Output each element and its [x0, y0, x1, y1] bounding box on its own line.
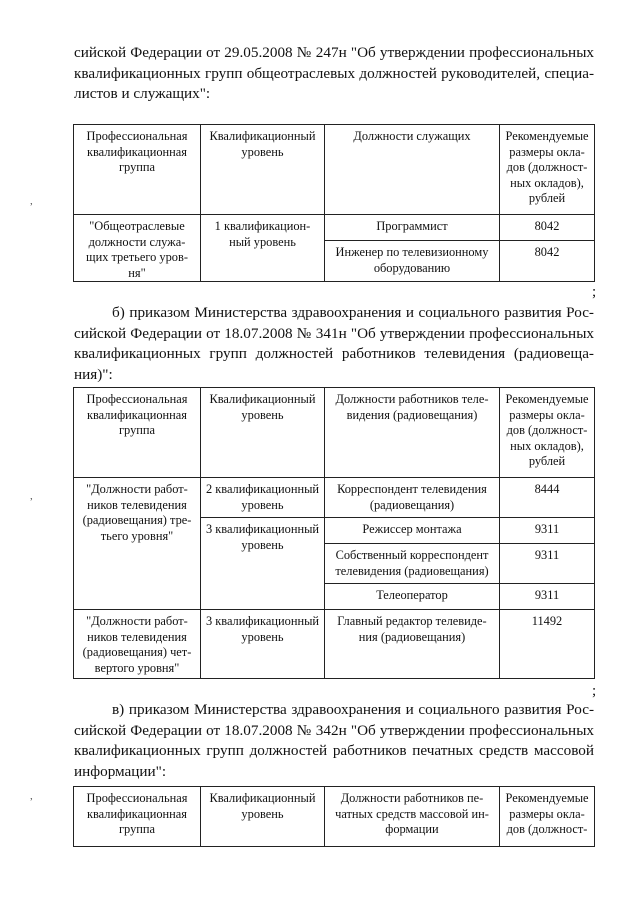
level-cell: 1 квалификацион- ный уровень [201, 215, 325, 282]
header-cell: Должности работников теле- видения (радиовещания) [325, 388, 500, 478]
text-line: информации": [74, 762, 167, 780]
text-line: сийской Федерации от 18.07.2008 № 341н "Об утверждении профессиональных [74, 324, 594, 342]
header-cell: Рекомендуемые размеры окла- дов (должност- ных окладов), рублей [500, 125, 595, 215]
header-cell: Квалификационный уровень [201, 388, 325, 478]
position-cell: Телеоператор [325, 584, 500, 610]
text-line: б) приказом Министерства здравоохранения и социального развития Рос- [112, 304, 594, 321]
salary-cell: 11492 [500, 610, 595, 679]
position-cell: Корреспондент телевидения (радиовещания) [325, 478, 500, 518]
header-cell: Рекомендуемые размеры окла- дов (должност- [500, 787, 595, 847]
level-cell: 3 квалификационный уровень [201, 518, 325, 610]
salary-cell: 9311 [500, 518, 595, 544]
text-line: в) приказом Министерства здравоохранения и социального развития Рос- [112, 701, 594, 718]
table-row [74, 215, 595, 241]
table-row [74, 610, 595, 679]
table-header-row [74, 125, 595, 215]
paragraph-b [74, 303, 594, 385]
table-row [74, 478, 595, 518]
table-general-positions [73, 124, 595, 282]
position-cell: Главный редактор телевиде- ния (радиовещания) [325, 610, 500, 679]
table-header-row [74, 787, 595, 847]
text-line: сийской Федерации от 18.07.2008 № 342н "Об утверждении профессиональных [74, 721, 594, 739]
text-line: квалификационных групп должностей работников печатных средств массовой [74, 742, 594, 759]
scan-speck: , [30, 490, 33, 502]
header-cell: Квалификационный уровень [201, 125, 325, 215]
group-cell: "Общеотраслевые должности служа- щих третьего уров- ня" [74, 215, 201, 282]
position-cell: Режиссер монтажа [325, 518, 500, 544]
text-line: сийской Федерации от 29.05.2008 № 247н "Об утверждении профессиональных [74, 44, 594, 61]
table-header-row [74, 388, 595, 478]
level-cell: 2 квалификационный уровень [201, 478, 325, 518]
header-cell: Должности работников пе- чатных средств массовой ин- формации [325, 787, 500, 847]
salary-cell: 8444 [500, 478, 595, 518]
semicolon: ; [592, 284, 597, 300]
semicolon: ; [592, 683, 597, 699]
header-cell: Профессиональная квалификационная группа [74, 388, 201, 478]
text-line: ния)": [74, 365, 113, 383]
scan-speck: , [30, 195, 33, 207]
header-cell: Рекомендуемые размеры окла- дов (должност- ных окладов), рублей [500, 388, 595, 478]
header-cell: Должности служащих [325, 125, 500, 215]
salary-cell: 8042 [500, 241, 595, 282]
scan-speck: , [30, 790, 33, 802]
header-cell: Профессиональная квалификационная группа [74, 125, 201, 215]
salary-cell: 9311 [500, 544, 595, 584]
table-print-media-positions [73, 786, 595, 847]
text-line: квалификационных групп должностей работников телевидения (радиовеща- [74, 345, 594, 362]
header-cell: Профессиональная квалификационная группа [74, 787, 201, 847]
paragraph-c [74, 700, 594, 782]
text-line: листов и служащих": [74, 85, 211, 102]
salary-cell: 8042 [500, 215, 595, 241]
salary-cell: 9311 [500, 584, 595, 610]
position-cell: Инженер по телевизионному оборудованию [325, 241, 500, 282]
group-cell: "Должности работ- ников телевидения (радиовещания) тре- тьего уровня" [74, 478, 201, 610]
table-tv-positions [73, 387, 595, 679]
intro-paragraph [74, 43, 594, 105]
group-cell: "Должности работ- ников телевидения (радиовещания) чет- вертого уровня" [74, 610, 201, 679]
text-line: квалификационных групп общеотраслевых должностей руководителей, специа- [74, 64, 594, 82]
header-cell: Квалификационный уровень [201, 787, 325, 847]
position-cell: Собственный корреспондент телевидения (радиовещания) [325, 544, 500, 584]
level-cell: 3 квалификационный уровень [201, 610, 325, 679]
position-cell: Программист [325, 215, 500, 241]
